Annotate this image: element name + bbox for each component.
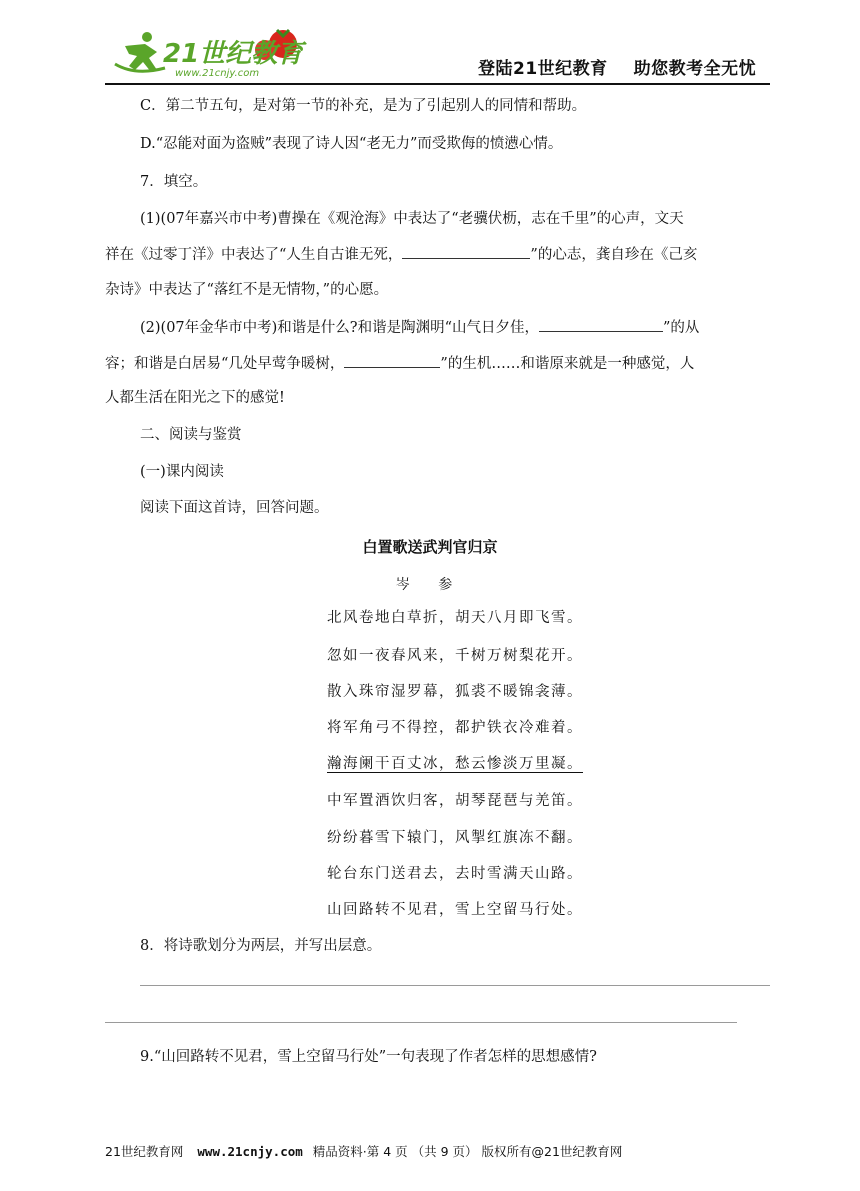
q7-2-line3: 人都生活在阳光之下的感觉!	[105, 390, 285, 406]
question-7: 7．填空。	[140, 174, 208, 190]
q7-1-line2	[105, 244, 697, 265]
logo-wordmark: 21世纪教育	[163, 39, 304, 69]
q7-2-line2	[105, 353, 694, 374]
reading-instruction: 阅读下面这首诗，回答问题。	[140, 500, 329, 516]
poem-title: 白置歌送武判官归京	[362, 538, 498, 556]
option-c: C．第二节五句，是对第一节的补充，是为了引起别人的同情和帮助。	[140, 98, 587, 114]
header-rule	[105, 83, 770, 85]
poem-line-underlined: 瀚海阑干百丈冰，愁云惨淡万里凝。	[327, 756, 583, 772]
section-2-1-heading: (一)课内阅读	[140, 464, 224, 480]
header-slogan	[478, 54, 756, 79]
footer-info: 精品资料·第 4 页 （共 9 页） 版权所有@21世纪教育网	[312, 1144, 623, 1159]
q7-2-line1	[140, 317, 699, 338]
question-9: 9.“山回路转不见君，雪上空留马行处”一句表现了作者怎样的思想感情?	[140, 1049, 597, 1065]
site-logo	[105, 24, 315, 84]
q7-2-line1-post: ”的从	[663, 320, 700, 336]
poem-line: 忽如一夜春风来，千树万树梨花开。	[327, 648, 583, 664]
q7-2-line2-post: ”的生机……和谐原来就是一种感觉，人	[440, 356, 695, 372]
footer-site: 21世纪教育网	[105, 1144, 184, 1159]
section-2-heading: 二、阅读与鉴赏	[140, 427, 242, 443]
poem-line: 轮台东门送君去，去时雪满天山路。	[327, 866, 583, 882]
answer-blank-3[interactable]	[344, 353, 440, 368]
question-8: 8．将诗歌划分为两层，并写出层意。	[140, 938, 382, 954]
slogan-left: 登陆21世纪教育	[478, 59, 608, 79]
q7-1-line1: (1)(07年嘉兴市中考)曹操在《观沧海》中表达了“老骥伏枥，志在千里”的心声，文天	[140, 211, 684, 227]
q7-1-line2-pre: 祥在《过零丁洋》中表达了“人生自古谁无死，	[105, 247, 403, 263]
page-footer	[105, 1142, 622, 1160]
option-d: D.“忍能对面为盗贼”表现了诗人因“老无力”而受欺侮的愤懑心情。	[140, 136, 563, 152]
footer-url[interactable]: www.21cnjy.com	[197, 1144, 303, 1159]
poem-line: 中军置酒饮归客，胡琴琵琶与羌笛。	[327, 793, 583, 809]
runner-icon	[115, 32, 165, 72]
poem-line: 将军角弓不得控，都护铁衣冷难着。	[327, 720, 583, 736]
poem-line: 纷纷暮雪下辕门，风掣红旗冻不翻。	[327, 830, 583, 846]
answer-line[interactable]	[105, 1022, 737, 1023]
poem-line: 北风卷地白草折，胡天八月即飞雪。	[327, 610, 583, 626]
q7-1-line2-post: ”的心志，龚自珍在《己亥	[530, 247, 698, 263]
poem-author: 岑 参	[395, 577, 465, 593]
logo-url: www.21cnjy.com	[175, 68, 260, 79]
q7-2-line1-pre: (2)(07年金华市中考)和谐是什么?和谐是陶渊明“山气日夕佳，	[140, 320, 539, 336]
slogan-right: 助您教考全无忧	[633, 59, 757, 79]
q7-2-line2-pre: 容；和谐是白居易“几处早莺争暖树，	[105, 356, 345, 372]
poem-line: 散入珠帘湿罗幕，狐裘不暖锦衾薄。	[327, 684, 583, 700]
answer-blank-1[interactable]	[402, 244, 530, 259]
answer-line[interactable]	[140, 985, 770, 986]
q7-1-line3: 杂诗》中表达了“落红不是无情物，”的心愿。	[105, 282, 389, 298]
poem-line: 山回路转不见君，雪上空留马行处。	[327, 902, 583, 918]
answer-blank-2[interactable]	[539, 317, 663, 332]
